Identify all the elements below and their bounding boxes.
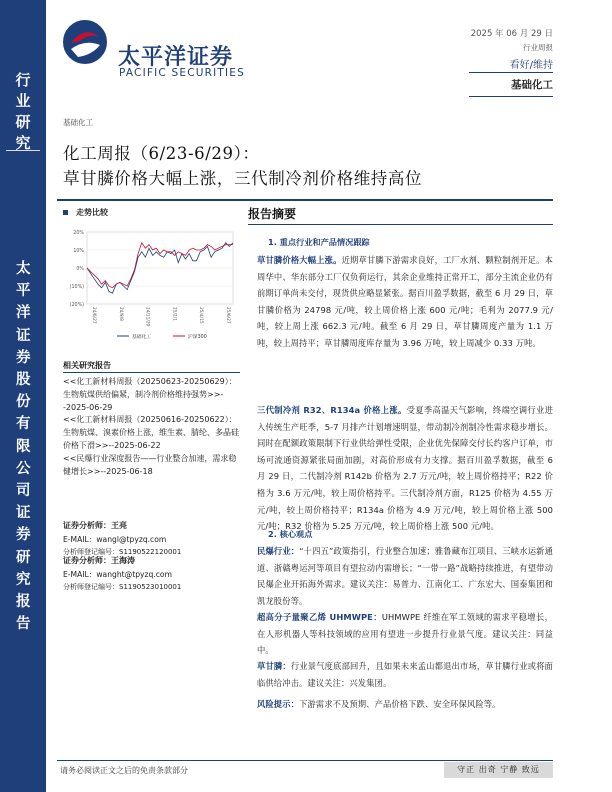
sidebar-divider <box>6 150 40 151</box>
related-divider <box>63 372 240 373</box>
x-tick-label: 25/4/15 <box>198 307 204 324</box>
paragraph-lead: 三代制冷剂 R32、R134a 价格上涨。 <box>257 405 407 415</box>
paragraph-refrigerant <box>257 402 553 535</box>
y-tick-label: 10% <box>73 249 84 254</box>
rating-badge: 看好/维持 <box>509 60 553 71</box>
section-heading: 1. 重点行业和产品情况跟踪 <box>268 237 370 247</box>
analyst-name: 证券分析师：王海涛 <box>63 556 135 565</box>
section-heading: 2. 核心观点 <box>268 529 313 539</box>
paragraph-lead: 风险提示： <box>257 699 299 709</box>
logo-english-name: PACIFIC SECURITIES <box>119 67 246 79</box>
page-title-line1: 化工周报（6/23-6/29）： <box>63 144 260 163</box>
paragraph-lead: 民爆行业： <box>257 546 300 556</box>
paragraph-body: 受夏季高温天气影响，终端空调行业进入传统生产旺季，5-7 月排产计划增速明显，带动制冷剂制冷性需求稳步增长。同时在配额政策限制下行业供给弹性受限，企业优先保障交付长约客户订单，市场可流通资源紧张局面加剧，对高价形成有力支撑。据百川盈孚数据，截至 6 月 29 日，二代制冷剂 R142b 价格为 2.7 万元/吨，较上周价格持平；R22 价格为 3.6 万元/吨，较上周价格持平。三代制冷剂方面，R125 价格为 4.55 万元/吨，较上周价格持平；R134a 价格为 4.9 万元/吨，较上周价格上涨 500 元/吨；R32 价格为 5.25 万元/吨，较上周价格上涨 500 元/吨。 <box>257 405 554 532</box>
analyst-email[interactable]: E-MAIL：wanght@tpyzq.com <box>63 570 172 579</box>
sidebar-band <box>0 0 46 792</box>
y-tick-label: (20%) <box>69 303 84 308</box>
related-report-item[interactable]: <<化工新材料周报（20250623-20250629）：生物航煤供给偏紧，制冷剂价格维持强势>>--2025-06-29 <box>63 377 237 412</box>
x-tick-label: 24/6/27 <box>91 307 96 324</box>
x-tick-label: 25/6/27 <box>225 307 230 324</box>
paragraph-lead: 草甘膦价格大幅上涨。 <box>257 255 342 265</box>
paragraph-body: 近期草甘膦下游需求良好，工厂水剂、颗粒制剂开足。本周华中、华东部分工厂仅负荷运行，其余企业维持正常开工，部分主流企业仍有前期订单尚未交付，现货供应略显紧张。据百川盈孚数据，截至 6 月 29 日，草甘膦价格为 24798 元/吨，较上周价格上涨 600 元/吨；毛利为 2077.9 元/吨，较上周上涨 662.3 元/吨。截至 6 月 29 日，草甘膦周度产量为 1.1 万吨，较上周持平；草甘膦周度库存量为 3.96 万吨，较上周减少 0.33 万吨。 <box>257 255 553 348</box>
header-divider <box>469 72 553 73</box>
footer-motto: 守正 出奇 宁静 致远 <box>444 762 553 778</box>
analyst-email[interactable]: E-MAIL：wangl@tpyzq.com <box>63 535 167 544</box>
company-logo-icon <box>62 19 108 65</box>
trend-heading-text: 走势比较 <box>76 208 108 217</box>
legend-label: 沪深300 <box>188 334 207 340</box>
sidebar-company: 太平洋证券股份有限公司证券研究报告 <box>16 260 31 633</box>
y-tick-label: 0% <box>76 267 84 272</box>
title-divider <box>57 199 553 201</box>
analyst-cert: 分析师登记编号：S1190523010001 <box>63 583 182 591</box>
sector-label: 基础化工 <box>511 79 553 91</box>
paragraph-uhmwpe <box>257 609 553 659</box>
report-type: 行业周报 <box>523 43 553 52</box>
paragraph-body: UHMWPE 纤维在军工领域的需求平稳增长，在人形机器人等科技领域的应用有望进一步提升行业景气度。建议关注：同益中。 <box>257 612 553 656</box>
paragraph-body: “十四五”政策指引，行业整合加速；雅鲁藏布江项目、三峡水运新通道、浙赣粤运河等项目有望拉动内需增长；“一带一路”战略持续推进，有望带动民爆企业开拓海外需求。建议关注：易普力、江南化工、广东宏大、国泰集团和凯龙股份等。 <box>257 546 553 606</box>
analyst-cert: 分析师登记编号：S1190522120001 <box>63 548 182 556</box>
paragraph-glyphosate-view <box>257 658 553 691</box>
footer-disclaimer: 请务必阅读正文之后的免责条款部分 <box>60 766 188 775</box>
x-tick-label: 25/2/1 <box>171 307 177 321</box>
trend-heading <box>63 207 108 218</box>
y-tick-label: 20% <box>73 231 84 236</box>
paragraph-risk <box>257 696 553 713</box>
related-reports-list <box>63 376 240 478</box>
x-tick-label: 24/11/20 <box>144 307 150 327</box>
report-date: 2025 年 06 月 29 日 <box>470 29 553 39</box>
paragraph-glyphosate <box>257 252 553 352</box>
page-title-line2: 草甘膦价格大幅上涨，三代制冷剂价格维持高位 <box>63 169 423 188</box>
bullet-square-icon <box>63 210 68 215</box>
summary-heading: 报告摘要 <box>248 207 297 221</box>
sidebar-category: 行业研究 <box>15 71 31 152</box>
paragraph-body: 行业景气度底部回升，且如果未来孟山都退出市场，草甘膦行业或将面临供给冲击。建议关注：兴发集团。 <box>257 661 553 688</box>
paragraph-lead: 超高分子量聚乙烯 UHMWPE： <box>257 612 382 622</box>
analyst-name: 证券分析师：王亮 <box>63 521 127 530</box>
related-report-item[interactable]: <<民爆行业深度报告——行业整合加速，需求稳健增长>>--2025-06-18 <box>63 453 237 476</box>
analyst-block <box>63 520 181 557</box>
logo-chinese-name: 太平洋证券 <box>118 45 234 70</box>
y-tick-label: (10%) <box>69 285 84 290</box>
related-report-item[interactable]: <<化工新材料周报（20250616-20250622）：生物航煤、溴素价格上涨，维生素、腈纶、多晶硅价格下滑>>--2025-06-22 <box>63 415 239 450</box>
paragraph-body: 下游需求不及预期、产品价格下跌、安全环保风险等。 <box>299 699 501 709</box>
related-reports-heading: 相关研究报告 <box>63 361 111 370</box>
analyst-block <box>63 555 181 592</box>
series-line <box>87 243 233 288</box>
footer-divider <box>57 760 553 761</box>
breadcrumb: 基础化工 <box>63 118 93 127</box>
paragraph-lead: 草甘膦： <box>257 661 291 671</box>
summary-divider <box>248 224 553 225</box>
x-tick-label: 24/9/8 <box>117 307 123 321</box>
legend-label: 基础化工 <box>132 334 152 340</box>
header-divider <box>469 96 553 97</box>
trend-chart <box>63 224 237 344</box>
paragraph-explosives <box>257 543 553 609</box>
